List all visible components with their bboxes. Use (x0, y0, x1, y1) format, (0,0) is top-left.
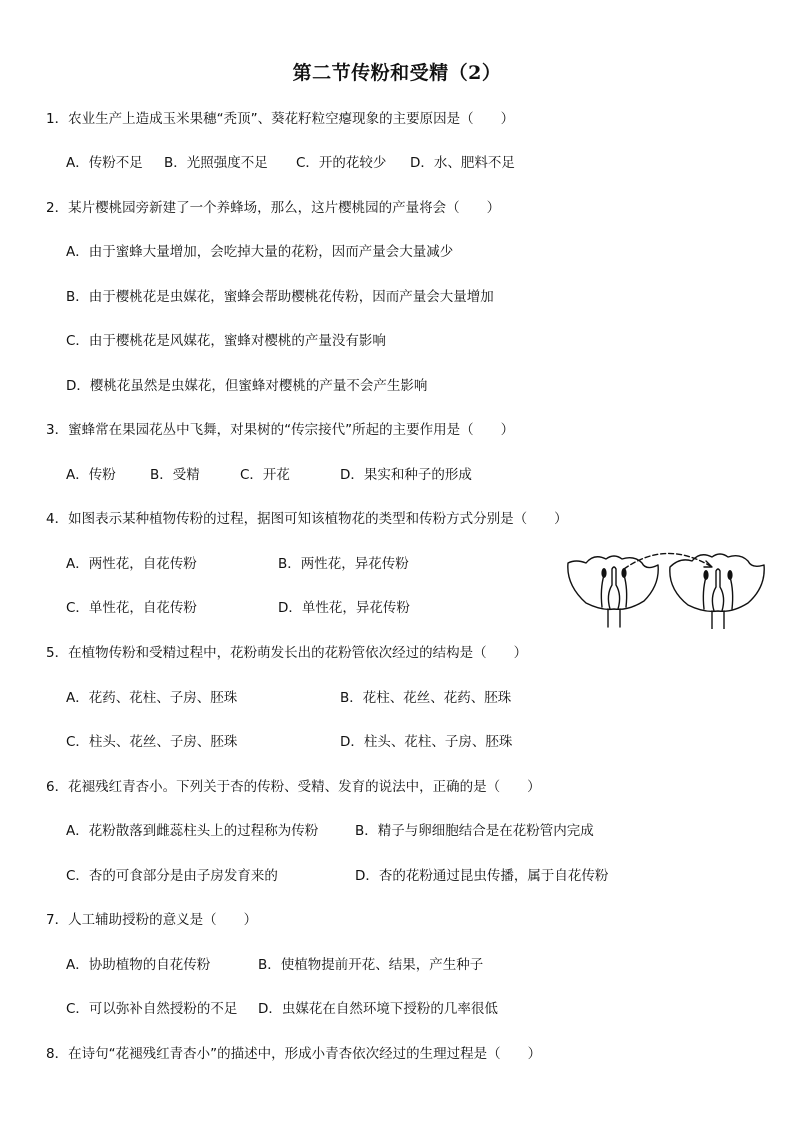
question-3-option-b: B．受精 (150, 467, 200, 483)
question-3-option-c: C．开花 (240, 467, 290, 483)
left-flower-stem (608, 609, 620, 627)
question-6-option-a: A．花粉散落到雌蕊柱头上的过程称为传粉 (66, 823, 319, 839)
question-1-option-c: C．开的花较少 (296, 155, 387, 171)
question-6-stem: 6．花褪残红青杏小。下列关于杏的传粉、受精、发育的说法中，正确的是（ ） (46, 779, 541, 795)
question-3-option-d: D．果实和种子的形成 (340, 467, 472, 483)
question-5-option-b: B．花柱、花丝、花药、胚珠 (340, 690, 512, 706)
right-flower-stamen-1 (703, 577, 706, 609)
left-flower-anther-2 (621, 568, 626, 578)
question-7-option-d: D．虫媒花在自然环境下授粉的几率很低 (258, 1001, 498, 1017)
question-4-option-a: A．两性花，自花传粉 (66, 556, 197, 572)
question-3-option-a: A．传粉 (66, 467, 116, 483)
question-5-option-c: C．柱头、花丝、子房、胚珠 (66, 734, 238, 750)
left-flower-pistil (608, 567, 619, 609)
question-8-stem: 8．在诗句“花褪残红青杏小”的描述中，形成小青杏依次经过的生理过程是（ ） (46, 1046, 542, 1062)
question-2-stem: 2．某片樱桃园旁新建了一个养蜂场，那么，这片樱桃园的产量将会（ ） (46, 200, 501, 216)
left-flower-anther-1 (601, 568, 606, 578)
question-5-option-d: D．柱头、花柱、子房、胚珠 (340, 734, 513, 750)
question-2-option-a: A．由于蜜蜂大量增加，会吃掉大量的花粉，因而产量会大量减少 (66, 244, 454, 260)
question-2-option-c: C．由于樱桃花是风媒花，蜜蜂对樱桃的产量没有影响 (66, 333, 386, 349)
question-7-option-a: A．协助植物的自花传粉 (66, 957, 211, 973)
pollination-diagram (562, 545, 772, 629)
question-7-option-c: C．可以弥补自然授粉的不足 (66, 1001, 238, 1017)
question-7-option-b: B．使植物提前开花、结果，产生种子 (258, 957, 484, 973)
question-4-option-c: C．单性花，自花传粉 (66, 600, 197, 616)
right-flower-anther-1 (703, 570, 708, 580)
question-4-option-d: D．单性花，异花传粉 (278, 600, 410, 616)
question-6-option-d: D．杏的花粉通过昆虫传播，属于自花传粉 (355, 868, 609, 884)
question-5-option-a: A．花药、花柱、子房、胚珠 (66, 690, 238, 706)
question-7-stem: 7．人工辅助授粉的意义是（ ） (46, 912, 258, 928)
question-1-stem: 1．农业生产上造成玉米果穗“秃顶”、葵花籽粒空瘪现象的主要原因是（ ） (46, 111, 515, 127)
question-1-option-a: A．传粉不足 (66, 155, 143, 171)
right-flower-stamen-2 (730, 577, 733, 609)
left-flower-stamen-2 (624, 575, 627, 607)
question-4-option-b: B．两性花，异花传粉 (278, 556, 409, 572)
right-flower-anther-2 (727, 570, 732, 580)
right-flower-stem (712, 611, 724, 629)
question-6-option-c: C．杏的可食部分是由子房发育来的 (66, 868, 278, 884)
question-5-stem: 5．在植物传粉和受精过程中，花粉萌发长出的花粉管依次经过的结构是（ ） (46, 645, 528, 661)
left-flower-stamen-1 (601, 575, 604, 607)
question-1-option-b: B．光照强度不足 (164, 155, 268, 171)
question-6-option-b: B．精子与卵细胞结合是在花粉管内完成 (355, 823, 594, 839)
question-1-option-d: D．水、肥料不足 (410, 155, 515, 171)
right-flower-pistil (712, 569, 723, 611)
right-flower-petals (670, 554, 764, 611)
question-4-stem: 4．如图表示某种植物传粉的过程，据图可知该植物花的类型和传粉方式分别是（ ） (46, 511, 568, 527)
question-2-option-b: B．由于樱桃花是虫媒花，蜜蜂会帮助樱桃花传粉，因而产量会大量增加 (66, 289, 494, 305)
question-2-option-d: D．樱桃花虽然是虫媒花，但蜜蜂对樱桃的产量不会产生影响 (66, 378, 428, 394)
page-title: 第二节传粉和受精（2） (292, 62, 502, 84)
left-flower-petals (568, 556, 658, 609)
question-3-stem: 3．蜜蜂常在果园花丛中飞舞，对果树的“传宗接代”所起的主要作用是（ ） (46, 422, 515, 438)
